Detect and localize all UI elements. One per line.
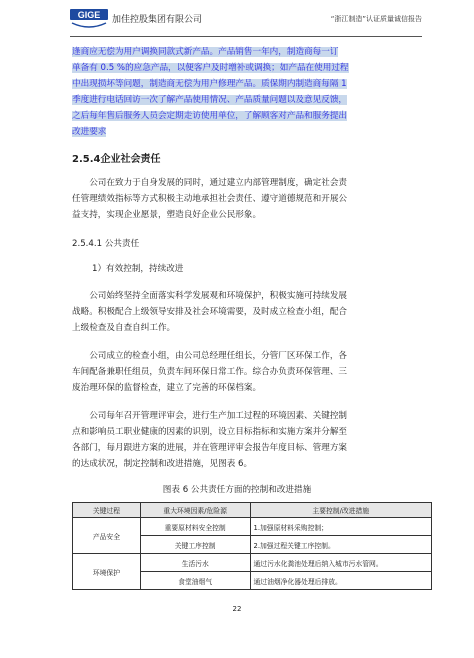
paragraph-line: 益支持，实现企业愿景，塑造良好企业公民形象。 (72, 210, 262, 220)
paragraph-line: 公司在致力于自身发展的同时，通过建立内部管理制度，确定社会责 (89, 178, 348, 188)
column-header: 关键过程 (73, 503, 141, 518)
intro-line: 改进要求 (72, 127, 107, 137)
paragraph-line: 公司每年召开管理评审会，进行生产加工过程的环境因素、关键控制 (89, 411, 348, 421)
page-header (70, 8, 422, 34)
paragraph-line: 公司成立的检查小组，由公司总经理任组长，分管厂区环保工作，各 (89, 351, 348, 361)
measure-cell: 1.加强原材料采购控制； (250, 518, 432, 536)
process-cell: 产品安全 (73, 518, 141, 554)
svg-text:GIGE: GIGE (77, 10, 101, 20)
process-cell: 环境保护 (73, 554, 141, 590)
factor-cell: 食堂油烟气 (140, 572, 250, 590)
intro-line: 之后每年售后服务人员会定期走访使用单位，了解顾客对产品和服务提出 (72, 111, 348, 121)
measure-cell: 通过污水化粪池处理后纳入城市污水管网。 (250, 554, 432, 572)
column-header: 主要控制/改进措施 (250, 503, 432, 518)
intro-line: 中出现损坏等问题，制造商无偿为用户修理产品。质保期内制造商每隔 1 (72, 79, 347, 89)
measure-cell: 通过油烟净化器处理后排放。 (250, 572, 432, 590)
report-title: “浙江制造”认证质量诚信报告 (330, 15, 422, 23)
intro-line: 逢商应无偿为用户调换同款式新产品。产品销售一年内，制造商每一订 (72, 47, 339, 57)
paragraph-line: 任管理绩效指标等方式积极主动地承担社会责任、遵守道德规范和开展公 (72, 194, 348, 204)
header-divider (70, 36, 422, 37)
paragraph-line: 上级检查及自查自纠工作。 (72, 323, 176, 333)
company-name: 加佳控股集团有限公司 (112, 15, 203, 25)
column-header: 重大环境因素/危险源 (140, 503, 250, 518)
intro-line: 单备有 0.5 %的应急产品，以便客户及时增补或调换；如产品在使用过程 (72, 63, 349, 73)
responsibility-table (72, 502, 432, 590)
paragraph-line: 的达成状况，制定控制和改进措施，见图表 6。 (72, 459, 253, 469)
factor-cell: 生活污水 (140, 554, 250, 572)
section-heading: 2.5.4企业社会责任 (72, 154, 161, 165)
measure-cell: 2.加强过程关键工序控制。 (250, 536, 432, 554)
table-caption: 图表 6 公共责任方面的控制和改进措施 (162, 485, 312, 495)
company-logo (70, 8, 108, 32)
paragraph-line: 各部门，每月跟进方案的进展，并在管理评审会报告年度目标、管理方案 (72, 443, 348, 453)
table-row (73, 554, 432, 572)
list-item: 1）有效控制，持续改进 (92, 264, 184, 274)
factor-cell: 关键工序控制 (140, 536, 250, 554)
factor-cell: 重要原材料安全控制 (140, 518, 250, 536)
paragraph-line: 废治理环保的监督检查，建立了完善的环保档案。 (72, 383, 262, 393)
paragraph-line: 车间配备兼职任组员，负责车间环保日常工作。综合办负责环保管理、三 (72, 367, 348, 377)
page-number: 22 (232, 605, 242, 613)
subsection-heading: 2.5.4.1 公共责任 (72, 239, 140, 249)
paragraph-line: 公司始终坚持全面落实科学发展观和环境保护，积极实施可持续发展 (89, 291, 348, 301)
paragraph-line: 战略。积极配合上级领导安排及社会环境需要，及时成立检查小组，配合 (72, 307, 348, 317)
paragraph-line: 点和影响员工职业健康的因素的识别，设立目标指标和实施方案并分解至 (72, 427, 348, 437)
table-row (73, 518, 432, 536)
intro-line: 季度进行电话回访一次了解产品使用情况、产品质量问题以及意见反馈， (72, 95, 348, 105)
table-header-row (73, 503, 432, 518)
